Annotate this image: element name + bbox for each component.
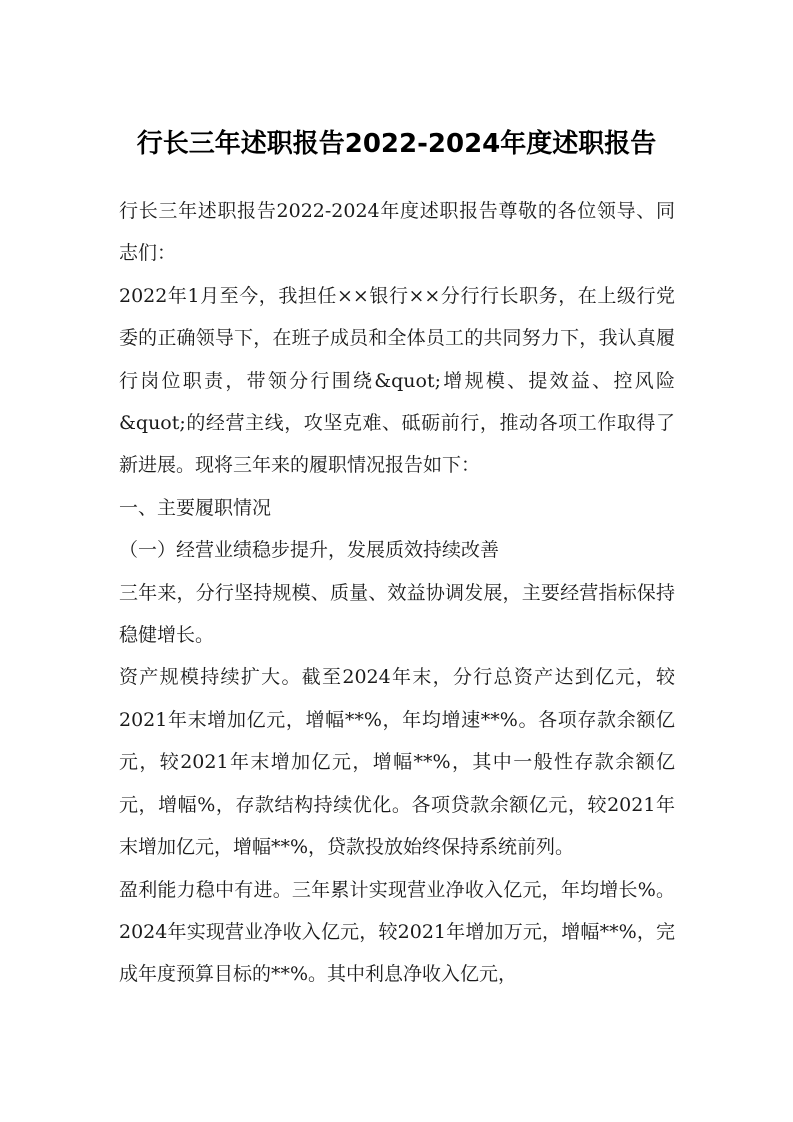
paragraph-greeting: 行长三年述职报告2022-2024年度述职报告尊敬的各位领导、同志们： [119, 200, 675, 265]
paragraph-profit: 盈利能力稳中有进。三年累计实现营业净收入亿元，年均增长%。2024年实现营业净收入亿元，较2021年增加万元，增幅**%，完成年度预算目标的**%。其中利息净收入亿元， [119, 878, 675, 986]
paragraph-intro: 2022年1月至今，我担任××银行××分行行长职务，在上级行党委的正确领导下，在班子成员和全体员工的共同努力下，我认真履行岗位职责，带领分行围绕&quot;增规模、提效益、控风险&quot;的经营主线，攻坚克难、砥砺前行，推动各项工作取得了新进展。现将三年来的履职情况报告如下： [119, 284, 675, 477]
document-title: 行长三年述职报告2022-2024年度述职报告 [136, 129, 657, 159]
document-body [119, 190, 675, 996]
paragraph-assets: 资产规模持续扩大。截至2024年末，分行总资产达到亿元，较2021年末增加亿元，增幅**%，年均增速**%。各项存款余额亿元，较2021年末增加亿元，增幅**%，其中一般性存款余额亿元，增幅%，存款结构持续优化。各项贷款余额亿元，较2021年末增加亿元，增幅**%，贷款投放始终保持系统前列。 [119, 666, 675, 859]
paragraph-overview: 三年来，分行坚持规模、质量、效益协调发展，主要经营指标保持稳健增长。 [119, 581, 675, 647]
subsection-heading: （一）经营业绩稳步提升，发展质效持续改善 [119, 539, 500, 562]
section-heading: 一、主要履职情况 [119, 496, 272, 519]
